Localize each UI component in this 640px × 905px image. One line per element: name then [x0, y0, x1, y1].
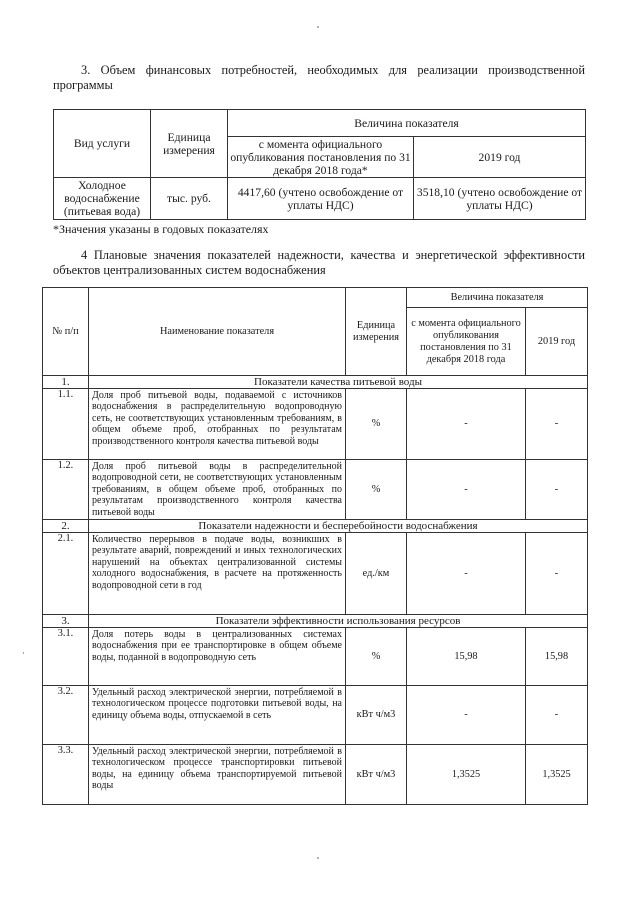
- group-num: 3.: [43, 615, 89, 628]
- col-header-unit: Единица измерения: [151, 110, 228, 178]
- col-header-name: Наименование показателя: [89, 288, 346, 376]
- row-value-2019: 15,98: [526, 628, 588, 686]
- scan-speck-top: [317, 26, 319, 28]
- row-unit: ед./км: [346, 533, 407, 615]
- row-name: Доля проб питьевой воды в распределительной водопроводной сети, не соответствующих установленным требованиям, в общем объеме проб, отобранных по результатам производственного контроля качества питьевой воды: [89, 460, 346, 520]
- row-name: Удельный расход электрической энергии, потребляемой в технологическом процессе подготовки питьевой воды, на единицу объема воды, отпускаемой в сеть: [89, 686, 346, 745]
- scan-speck-bottom: [317, 857, 319, 859]
- table-row: [43, 389, 588, 460]
- group-title: Показатели надежности и бесперебойности водоснабжения: [89, 520, 588, 533]
- row-value-2019: -: [526, 460, 588, 520]
- row-num: 1.2.: [43, 460, 89, 520]
- table-row: [43, 460, 588, 520]
- row-value-2018: -: [407, 686, 526, 745]
- row-name: Удельный расход электрической энергии, потребляемой в технологическом процессе транспортировки питьевой воды, на единицу объема транспортируемой питьевой воды: [89, 745, 346, 805]
- financial-needs-table: [53, 109, 586, 220]
- col-header-service: Вид услуги: [54, 110, 151, 178]
- row-unit: кВт ч/м3: [346, 745, 407, 805]
- col-header-period-2018: с момента официального опубликования постановления по 31 декабря 2018 года*: [228, 137, 414, 178]
- row-value-2019: -: [526, 686, 588, 745]
- row-num: 3.3.: [43, 745, 89, 805]
- row-num: 3.2.: [43, 686, 89, 745]
- row-value-2019: -: [526, 533, 588, 615]
- section4-heading: 4 Плановые значения показателей надежности, качества и энергетической эффективности объектов централизованных систем водоснабжения: [53, 248, 585, 277]
- col-header-unit: Единица измерения: [346, 288, 407, 376]
- footnote: *Значения указаны в годовых показателях: [53, 222, 269, 236]
- unit-cell: тыс. руб.: [151, 178, 228, 220]
- group-title: Показатели качества питьевой воды: [89, 376, 588, 389]
- table-row: [43, 533, 588, 615]
- row-num: 2.1.: [43, 533, 89, 615]
- group-num: 2.: [43, 520, 89, 533]
- scan-speck-left: [23, 652, 24, 654]
- row-value-2018: -: [407, 389, 526, 460]
- row-value-2018: -: [407, 533, 526, 615]
- row-name: Доля проб питьевой воды, подаваемой с источников водоснабжения в распределительную водопроводную сеть, не соответствующих установленным требованиям, в общем объеме проб, отобранных по результатам производственного контроля качества питьевой воды: [89, 389, 346, 460]
- col-header-num: № п/п: [43, 288, 89, 376]
- row-unit: %: [346, 628, 407, 686]
- table-row: [43, 686, 588, 745]
- group-num: 1.: [43, 376, 89, 389]
- row-value-2018: 1,3525: [407, 745, 526, 805]
- row-unit: %: [346, 389, 407, 460]
- row-num: 1.1.: [43, 389, 89, 460]
- section3-heading: 3. Объем финансовых потребностей, необходимых для реализации производственной программы: [53, 63, 585, 92]
- row-value-2018: -: [407, 460, 526, 520]
- row-value-2018: 15,98: [407, 628, 526, 686]
- row-unit: %: [346, 460, 407, 520]
- col-header-period-2018: с момента официального опубликования постановления по 31 декабря 2018 года: [407, 308, 526, 376]
- table-row: [43, 745, 588, 805]
- group-title: Показатели эффективности использования ресурсов: [89, 615, 588, 628]
- indicators-table: [42, 287, 588, 805]
- row-value-2019: -: [526, 389, 588, 460]
- row-value-2019: 1,3525: [526, 745, 588, 805]
- col-header-value: Величина показателя: [228, 110, 586, 137]
- col-header-period-2019: 2019 год: [526, 308, 588, 376]
- row-name: Доля потерь воды в централизованных системах водоснабжения при ее транспортировке в общем объеме воды, поданной в водопроводную сеть: [89, 628, 346, 686]
- value-2018-cell: 4417,60 (учтено освобождение от уплаты НДС): [228, 178, 414, 220]
- col-header-value: Величина показателя: [407, 288, 588, 308]
- col-header-period-2019: 2019 год: [414, 137, 586, 178]
- row-num: 3.1.: [43, 628, 89, 686]
- row-unit: кВт ч/м3: [346, 686, 407, 745]
- value-2019-cell: 3518,10 (учтено освобождение от уплаты НДС): [414, 178, 586, 220]
- table-row: [43, 628, 588, 686]
- service-cell: Холодное водоснабжение (питьевая вода): [54, 178, 151, 220]
- row-name: Количество перерывов в подаче воды, возникших в результате аварий, повреждений и иных технологических нарушений на объектах централизованной системы холодного водоснабжения, в расчете на протяженность водопроводной сети в год: [89, 533, 346, 615]
